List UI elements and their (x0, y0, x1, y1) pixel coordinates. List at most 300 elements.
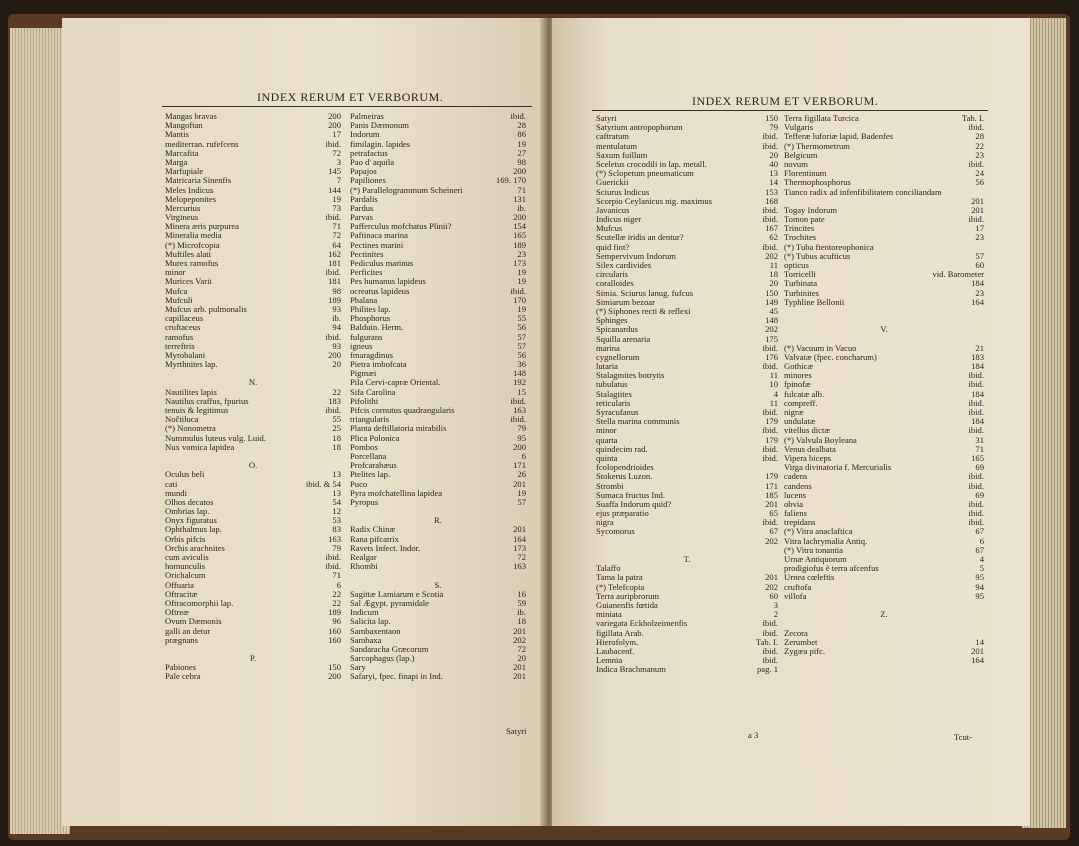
index-page-ref: 11 (769, 397, 778, 408)
index-term: Sceletus crocodili in lap. metall. (596, 158, 707, 169)
index-term: Myrobalani (165, 349, 206, 360)
index-term: Offuaria (165, 579, 194, 590)
left-page-edges (10, 28, 70, 834)
index-term: faliens (784, 508, 807, 519)
index-page-ref: 40 (769, 158, 778, 169)
index-page-ref: 71 (332, 570, 341, 581)
index-term: fulgurans (350, 331, 383, 342)
index-section-letter (596, 555, 778, 564)
index-page-ref: 163 (328, 533, 341, 544)
index-page-ref: 65 (769, 508, 778, 519)
index-entry (784, 362, 984, 371)
index-page-ref: 202 (765, 250, 778, 261)
index-term: Panis Dæmonum (350, 120, 409, 131)
index-section-letter (784, 307, 984, 316)
index-term: (*) Nonometra (165, 423, 216, 434)
index-page-ref: 93 (332, 340, 341, 351)
index-term: Phalana (350, 294, 378, 305)
index-term: Mantis (165, 129, 189, 140)
index-page-ref: ibid. (968, 379, 984, 390)
index-page-ref: 62 (769, 232, 778, 243)
index-term: (*) Valvula Boyleana (784, 434, 857, 445)
index-term: Balduin. Herm. (350, 322, 404, 333)
left-catchword: Satyri (506, 726, 527, 736)
index-term: prægnans (165, 634, 198, 645)
index-page-ref: ibid. (762, 645, 778, 656)
index-term: Vulgaris (784, 122, 814, 133)
index-page-ref: ibid. (762, 342, 778, 353)
index-term: marina (596, 342, 620, 353)
index-page-ref: 189 (328, 294, 341, 305)
index-page-ref: 184 (971, 416, 984, 427)
index-page-ref: ibid. (762, 655, 778, 666)
index-term: Pombos (350, 441, 378, 452)
index-term: (*) Parallelogrammum Scheineri (350, 184, 463, 195)
right-page (552, 18, 1030, 826)
index-page-ref: 19 (332, 193, 341, 204)
index-page-ref: ibid. (510, 395, 526, 406)
index-page-ref: 183 (328, 395, 341, 406)
index-entry (596, 417, 778, 426)
index-page-ref: 22 (332, 597, 341, 608)
index-entry (784, 353, 984, 362)
index-page-ref: 3 (336, 156, 341, 167)
index-page-ref: ibid. (762, 131, 778, 142)
index-term: (*) Microfcopia (165, 239, 220, 250)
index-term: miniata (596, 609, 622, 620)
index-term: variegata Eckholzeimenfis (596, 618, 688, 629)
index-page-ref: ibid. (325, 138, 341, 149)
index-term: Pila Cervi-capræ Oriental. (350, 377, 441, 388)
index-page-ref: ibid. (762, 140, 778, 151)
index-term: Silex cardivides (596, 260, 652, 270)
index-term: Sagittæ Lamiarum e Scotia (350, 588, 444, 599)
index-page-ref: 45 (769, 305, 778, 316)
index-term: Sambaxentaon (350, 625, 401, 636)
index-page-ref: 201 (971, 204, 984, 215)
index-page-ref: 168 (765, 195, 778, 206)
index-page-ref: 164 (971, 296, 984, 307)
index-entry (165, 121, 341, 130)
index-term: Oftracomorphii lap. (165, 597, 234, 608)
index-page-ref: ibid. (762, 452, 778, 463)
index-section-letter (784, 610, 984, 619)
index-term: Trochites (784, 232, 817, 243)
index-page-ref: 20 (769, 149, 778, 160)
index-term: tubulatus (596, 379, 628, 390)
index-term: Indica Brachmanum (596, 664, 666, 675)
index-term: cruftaceus (165, 322, 201, 333)
index-page-ref: ibid. (325, 212, 341, 223)
index-term: Orchis arachnites (165, 542, 225, 553)
index-page-ref: 55 (332, 414, 341, 425)
index-term: Venus dealbata (784, 443, 836, 454)
index-entry (784, 252, 984, 261)
index-page-ref: 93 (332, 303, 341, 314)
index-term: homunculis (165, 561, 206, 572)
index-page-ref: ibid. (325, 331, 341, 342)
index-page-ref: 14 (769, 177, 778, 188)
index-term: Murices Varii (165, 276, 212, 287)
index-term: terreftris (165, 340, 195, 351)
index-term: (*) Sclopetum pneumaticum (596, 168, 694, 179)
index-term: quinta (596, 452, 618, 463)
index-page-ref: 184 (971, 278, 984, 289)
index-entry (784, 463, 984, 472)
index-page-ref: 3 (773, 599, 778, 610)
index-term: Ptelites lap. (350, 469, 391, 480)
index-term: Vipera biceps (784, 452, 831, 463)
index-term: candens (784, 480, 812, 491)
index-page-ref: 189 (328, 607, 341, 618)
index-page-ref: 96 (332, 616, 341, 627)
index-term: (*) Siphones recti & reflexi (596, 305, 691, 316)
index-term: Valvatæ (fpec. concharum) (784, 351, 877, 362)
index-term: Squilla arenaria (596, 333, 651, 344)
index-term: Paftinaca marina (350, 230, 408, 241)
index-term: novum (784, 158, 808, 169)
index-term: villofa (784, 590, 807, 601)
index-page-ref: 19 (517, 138, 526, 149)
index-term: Pabiones (165, 662, 197, 673)
index-entry (165, 672, 341, 681)
index-term: (*) Tubus acufticus (784, 250, 851, 261)
index-entry (350, 333, 526, 342)
index-term: Mercurius (165, 202, 201, 213)
index-term: Laubacenf. (596, 645, 635, 656)
index-page-ref: 171 (765, 480, 778, 491)
index-term: Pifolithi (350, 395, 379, 406)
index-entry (596, 509, 778, 518)
index-term: reticularis (596, 397, 631, 408)
index-term: fcolopendrioides (596, 462, 654, 473)
index-term: Safaryi, fpec. finapi in Ind. (350, 671, 443, 682)
index-page-ref: 95 (975, 572, 984, 583)
index-term: Gothicæ (784, 361, 814, 372)
index-entry (165, 149, 341, 158)
index-page-ref: 202 (513, 634, 526, 645)
index-page-ref: 71 (517, 184, 526, 195)
index-term: Puco (350, 478, 368, 489)
index-page-ref: 148 (513, 368, 526, 379)
index-entry (784, 114, 984, 123)
index-entry (784, 151, 984, 160)
index-term: Mufcus arb. pulmonalis (165, 303, 247, 314)
index-term: Onyx figuratus (165, 515, 217, 526)
right-signature: a 3 (748, 730, 759, 740)
index-page-ref: 15 (517, 386, 526, 397)
index-term: Vitra lachrymalia Antiq. (784, 535, 868, 546)
index-page-ref: 164 (513, 533, 526, 544)
index-page-ref: 6 (979, 535, 984, 546)
index-page-ref: 131 (513, 193, 526, 204)
index-page-ref: 31 (975, 434, 984, 445)
index-page-ref: 95 (975, 590, 984, 601)
index-term: minor (596, 425, 617, 436)
index-term: nigræ (784, 407, 804, 417)
index-term: Meles Indicus (165, 184, 214, 195)
index-term: Sycomorus (596, 526, 635, 537)
index-term: Thermophosphorus (784, 177, 851, 188)
index-term: Florentinum (784, 168, 827, 179)
index-term: Tianco radix ad infenfibilitatem conciliandam (784, 186, 942, 197)
index-section-letter (784, 619, 984, 628)
index-page-ref: 21 (975, 342, 984, 353)
index-term: quindecim rad. (596, 443, 648, 454)
index-page-ref: Tab. I. (961, 113, 984, 123)
index-page-ref: 18 (769, 269, 778, 280)
index-page-ref: 20 (517, 653, 526, 664)
index-page-ref: 22 (332, 386, 341, 397)
index-term: minores (784, 370, 812, 381)
index-term: Nautilus craffus, fpurius (165, 395, 249, 406)
index-term: ejus præparatio (596, 508, 649, 519)
index-page-ref: ib. (332, 313, 341, 324)
index-page-ref: 23 (975, 287, 984, 298)
index-term: Nummulus luteus vulg. Luid. (165, 432, 266, 443)
index-page-ref: 95 (517, 432, 526, 443)
index-page-ref: 60 (769, 590, 778, 601)
index-entry (784, 472, 984, 481)
index-page-ref: 98 (332, 285, 341, 296)
index-page-ref: 184 (971, 388, 984, 399)
index-page-ref: 201 (513, 662, 526, 673)
index-term: Plica Polonica (350, 432, 400, 443)
index-page-ref: ibid. (762, 407, 778, 417)
index-page-ref: 200 (513, 212, 526, 223)
index-entry (784, 399, 984, 408)
index-page-ref: 173 (513, 542, 526, 553)
index-page-ref: 167 (765, 223, 778, 234)
index-term: vitellus dictæ (784, 425, 831, 436)
index-page-ref: 18 (517, 616, 526, 627)
index-page-ref: ibid. (968, 158, 984, 169)
index-page-ref: 57 (517, 340, 526, 351)
index-page-ref: 27 (517, 147, 526, 158)
index-term: galli an detur (165, 625, 211, 636)
index-entry (165, 599, 341, 608)
index-page-ref: 5 (979, 563, 984, 574)
index-page-ref: 165 (971, 452, 984, 463)
index-page-ref: 150 (328, 662, 341, 673)
index-page-ref: 56 (517, 349, 526, 360)
index-entry (165, 636, 341, 645)
index-page-ref: 72 (517, 643, 526, 654)
index-page-ref: 13 (332, 487, 341, 498)
index-page-ref: 54 (332, 496, 341, 507)
index-term: Salicita lap. (350, 616, 391, 627)
index-entry (784, 647, 984, 656)
index-term: Pyra mofchatellina lapidea (350, 487, 443, 498)
index-page-ref: 189 (513, 239, 526, 250)
index-term: Phosphorus (350, 313, 391, 324)
index-term: Terra figillata Turcica (784, 113, 859, 123)
index-term: Sarcophagus (lap.) (350, 653, 415, 664)
index-page-ref: 72 (332, 230, 341, 241)
index-page-ref: ibid. (968, 122, 984, 133)
index-term: Tomon pate (784, 214, 825, 225)
index-term: Palmeiras (350, 111, 384, 121)
index-term: Realgar (350, 552, 377, 562)
index-page-ref: pag. 1 (756, 664, 778, 675)
index-page-ref: 148 (765, 315, 778, 326)
index-page-ref: 149 (765, 296, 778, 307)
index-term: Ombrias lap. (165, 506, 210, 517)
index-term: Pediculus marinus (350, 258, 414, 268)
index-page-ref: 165 (513, 230, 526, 241)
index-term: Typhline Bellonii (784, 296, 845, 307)
index-page-ref: 26 (517, 469, 526, 480)
index-term: cati (165, 478, 178, 489)
index-entry (350, 204, 526, 213)
index-page-ref: 185 (765, 489, 778, 500)
index-term: Mangas bravas (165, 111, 217, 121)
index-term: Planta deftillatoria mirabilis (350, 423, 447, 434)
index-term: Sambaxa (350, 634, 382, 645)
index-term: Pardus (350, 202, 374, 213)
index-term: Strombi (596, 480, 624, 491)
index-term: opticus (784, 260, 809, 270)
index-term: Myrthnites lap. (165, 359, 218, 370)
index-page-ref: vid. Barometer (932, 269, 984, 280)
index-term: Orbis pifcis (165, 533, 206, 544)
index-page-ref: 176 (765, 351, 778, 362)
index-page-ref: 59 (517, 597, 526, 608)
index-page-ref: 154 (513, 221, 526, 232)
index-term: Stalagmites botrytis (596, 370, 665, 381)
index-page-ref: ibid. (325, 267, 341, 278)
index-term: Ovum Dæmonis (165, 616, 222, 627)
index-page-ref: 86 (517, 129, 526, 140)
index-entry (596, 445, 778, 454)
index-term: Urnæ Antiquorum (784, 554, 847, 564)
index-page-ref: 17 (332, 129, 341, 140)
index-page-ref: 162 (328, 248, 341, 259)
index-term: Pectines marini (350, 239, 404, 250)
index-page-ref: 94 (332, 322, 341, 333)
index-entry (784, 656, 984, 665)
index-term: minor (165, 267, 186, 278)
index-term: Scorpio Ceylanicus nig. maximus (596, 195, 713, 206)
index-entry (596, 665, 778, 674)
index-term: fimilagin. lapides (350, 138, 411, 149)
index-term: Turbinata (784, 278, 818, 289)
index-term: Papajos (350, 166, 377, 177)
index-page-ref: ibid. & 54 (305, 478, 341, 489)
index-page-ref: 25 (332, 423, 341, 434)
index-page-ref: 69 (975, 489, 984, 500)
index-term: Saxum fuillum (596, 149, 648, 160)
index-page-ref: ibid. (968, 370, 984, 381)
index-entry (165, 259, 341, 268)
index-page-ref: 200 (328, 111, 341, 121)
index-term: Stella marina communis (596, 416, 680, 427)
index-term: Talaffo (596, 563, 621, 574)
index-page-ref: 18 (332, 441, 341, 452)
index-term: Minera æris purpurea (165, 221, 239, 232)
index-page-ref: 184 (971, 361, 984, 372)
index-term: Urnea cœleftis (784, 572, 835, 583)
index-page-ref: 57 (975, 250, 984, 261)
index-term: Z. (880, 609, 888, 620)
index-page-ref: 171 (513, 460, 526, 471)
index-page-ref: ibid. (762, 204, 778, 215)
index-page-ref: 202 (765, 535, 778, 546)
index-term: Stalagtites (596, 388, 632, 399)
index-term: caftratum (596, 131, 629, 142)
index-term: quid fint? (596, 241, 630, 252)
index-term: P. (250, 653, 256, 664)
index-term: Muftiles alati (165, 248, 212, 259)
index-page-ref: 173 (513, 258, 526, 268)
index-term: Scutellæ iridis an dentur? (596, 232, 684, 243)
index-entry (350, 562, 526, 571)
index-page-ref: ib. (517, 607, 526, 618)
index-term: petrafactus (350, 147, 388, 158)
index-term: figillata Arab. (596, 627, 644, 638)
index-page-ref: ibid. (968, 425, 984, 436)
index-page-ref: 200 (328, 671, 341, 682)
index-term: mundi (165, 487, 187, 498)
index-page-ref: ibid. (325, 405, 341, 415)
index-term: Torricelli (784, 269, 816, 280)
index-page-ref: 19 (517, 276, 526, 287)
index-page-ref: 201 (765, 572, 778, 583)
index-page-ref: ibid. (968, 508, 984, 519)
index-term: Mineralia media (165, 230, 222, 241)
index-entry (596, 647, 778, 656)
index-page-ref: ibid. (510, 111, 526, 121)
right-column-1 (596, 114, 778, 674)
index-entry (596, 335, 778, 344)
index-page-ref: 169. 170 (495, 175, 526, 186)
index-page-ref: ibid. (762, 443, 778, 454)
index-entry (350, 195, 526, 204)
index-page-ref: ibid. (762, 618, 778, 629)
index-page-ref: 201 (513, 524, 526, 535)
index-term: lutaria (596, 361, 618, 372)
index-page-ref: 64 (332, 239, 341, 250)
index-entry (784, 491, 984, 500)
index-term: Ophthalmus lap. (165, 524, 222, 535)
index-entry (596, 426, 778, 435)
index-term: Hierofolym. (596, 636, 639, 647)
index-term: Rana pifcatrix (350, 533, 399, 544)
index-term: Pectinites (350, 248, 384, 259)
index-term: coralloides (596, 278, 634, 289)
index-term: Oftracitæ (165, 588, 198, 599)
index-entry (350, 470, 526, 479)
index-page-ref: 10 (769, 379, 778, 390)
index-term: (*) Tuba ftentoreophonica (784, 241, 874, 252)
index-page-ref: 201 (765, 498, 778, 509)
index-entry (596, 215, 778, 224)
index-term: mediterran. rufefcens (165, 138, 239, 149)
index-entry (165, 360, 341, 369)
index-page-ref: 12 (332, 506, 341, 517)
index-entry (784, 215, 984, 224)
index-term: circularis (596, 269, 628, 280)
index-entry (165, 443, 341, 452)
index-entry (350, 498, 526, 507)
index-term: Parvas (350, 212, 373, 223)
left-page (62, 18, 546, 826)
index-term: Pyropus (350, 496, 379, 507)
index-page-ref: ibid. (762, 425, 778, 436)
right-header-rule (592, 110, 988, 111)
index-term: Radix Chinæ (350, 524, 396, 535)
index-term: Satyrium antropophorum (596, 122, 683, 133)
